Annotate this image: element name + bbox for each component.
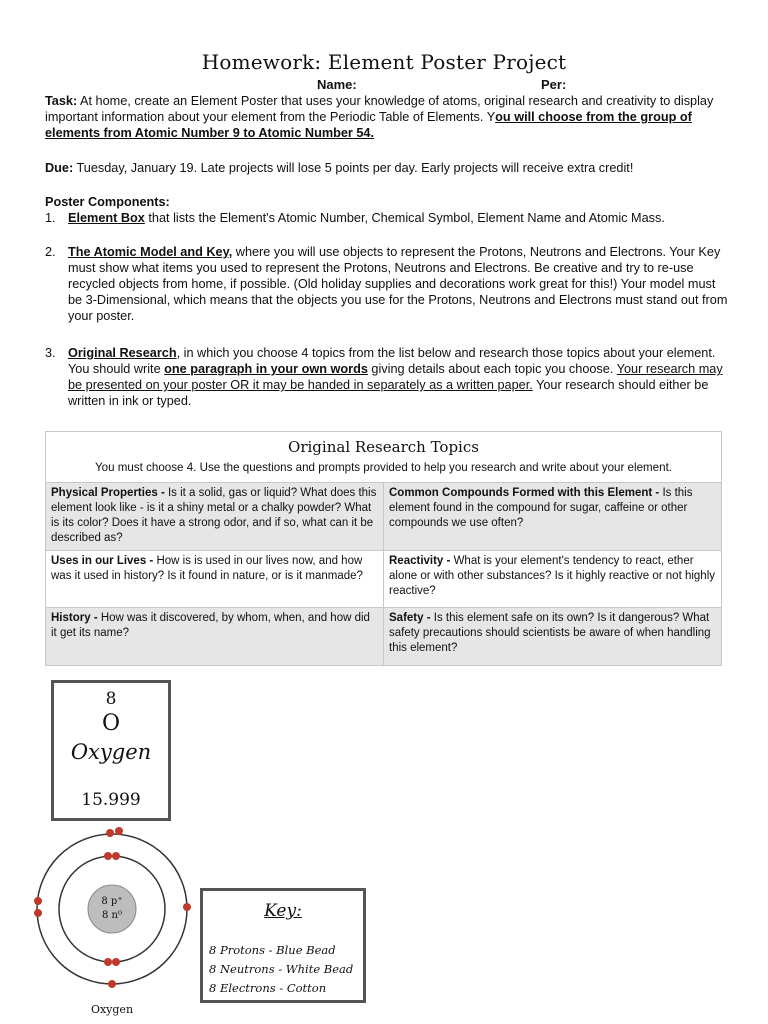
electron (104, 852, 112, 860)
atomic-number: 8 (105, 689, 117, 709)
neutrons-label: 8 n⁰ (102, 910, 122, 921)
due-label: Due: (45, 161, 74, 175)
topic-cell: Reactivity - What is your element's tendency to react, ether alone or with other substances? Is it highly reactive or not highly reactive? (384, 550, 721, 607)
per-label: Per: (541, 77, 567, 92)
electron (34, 897, 42, 905)
electron (106, 829, 114, 837)
component-label: The Atomic Model and Key, (68, 245, 233, 259)
topics-title: Original Research Topics (288, 438, 479, 456)
component-label: Original Research (68, 346, 177, 360)
topic-cell: Safety - Is this element safe on its own? Is it dangerous? What safety precautions should scientists be aware of when handling this element? (384, 607, 721, 665)
electron (108, 980, 116, 988)
component-item-1: 1. Element Box that lists the Element's Atomic Number, Chemical Symbol, Element Name and Atomic Mass. (45, 211, 665, 225)
electron (115, 827, 123, 835)
topic-cell: Common Compounds Formed with this Element - Is this element found in the compound for sugar, caffeine or other compounds we use often? (384, 482, 721, 550)
topics-header (46, 432, 721, 482)
due-paragraph (45, 160, 725, 176)
topics-subtitle: You must choose 4. Use the questions and prompts provided to help you research and write about your element. (94, 461, 673, 474)
task-label: Task: (45, 94, 78, 108)
electron (104, 958, 112, 966)
key-title: Key: (264, 901, 302, 921)
electron (34, 909, 42, 917)
electron (183, 903, 191, 911)
name-label: Name: (317, 77, 357, 92)
component-item-3: 3. Original Research, in which you choose 4 topics from the list below and research those topics about your element. You should write one paragraph in your own words giving details about each topic you choose. Your research may be presented on your poster OR it may be handed in separately as a written paper. Your research should either be written in ink or typed. (45, 346, 723, 408)
topic-cell: Uses in our Lives - How is is used in our lives now, and how was it used in history? Is it found in nature, or is it manmade? (46, 550, 384, 607)
research-topics-table (45, 431, 722, 666)
electron (112, 852, 120, 860)
element-name: Oxygen (70, 740, 152, 764)
electron (112, 958, 120, 966)
atom-caption: Oxygen (90, 1003, 134, 1016)
topic-cell: History - How was it discovered, by whom, when, and how did it get its name? (46, 607, 384, 665)
key-line-electrons: 8 Electrons - Cotton (209, 981, 327, 995)
components-heading: Poster Components: (45, 195, 170, 209)
key-box (200, 888, 366, 1003)
key-line-neutrons: 8 Neutrons - White Bead (209, 962, 354, 976)
task-paragraph (45, 93, 725, 141)
page-title: Homework: Element Poster Project (201, 50, 567, 74)
topic-cell: Physical Properties - Is it a solid, gas or liquid? What does this element look like - is it a shiny metal or a chalky powder? What is its color? Does it have a strong odor, and if so, what can it be described as? (46, 482, 384, 550)
due-text: Tuesday, January 19. Late projects will lose 5 points per day. Early projects will receive extra credit! (76, 161, 634, 175)
component-item-2: 2. The Atomic Model and Key, where you will use objects to represent the Protons, Neutrons and Electrons. Your Key must show what items you used to represent the Protons, Neutrons and Electrons. Be creative and try to re-use recycled objects from home, if possible. (Old holiday supplies and decorations work great for this!) Your model must be 3-Dimensional, which means that the objects you use for the Protons, Neutrons and Electrons must stand out from your poster. (45, 245, 728, 323)
atom-model-diagram (30, 822, 196, 1022)
protons-label: 8 p⁺ (101, 896, 123, 907)
atomic-mass: 15.999 (81, 790, 141, 810)
nucleus (88, 885, 136, 933)
element-box (51, 680, 171, 821)
key-line-protons: 8 Protons - Blue Bead (209, 943, 336, 957)
component-label: Element Box (68, 211, 145, 225)
task-text: At home, create an Element Poster that uses your knowledge of atoms, original research and creativity to display important information about your element from the Periodic Table of Elements. Y (45, 94, 714, 124)
task-element-range: ou will choose from the group of elements from Atomic Number 9 to Atomic Number 54. (45, 110, 692, 140)
paragraph-requirement: one paragraph in your own words (164, 362, 368, 376)
chemical-symbol: O (101, 711, 121, 736)
